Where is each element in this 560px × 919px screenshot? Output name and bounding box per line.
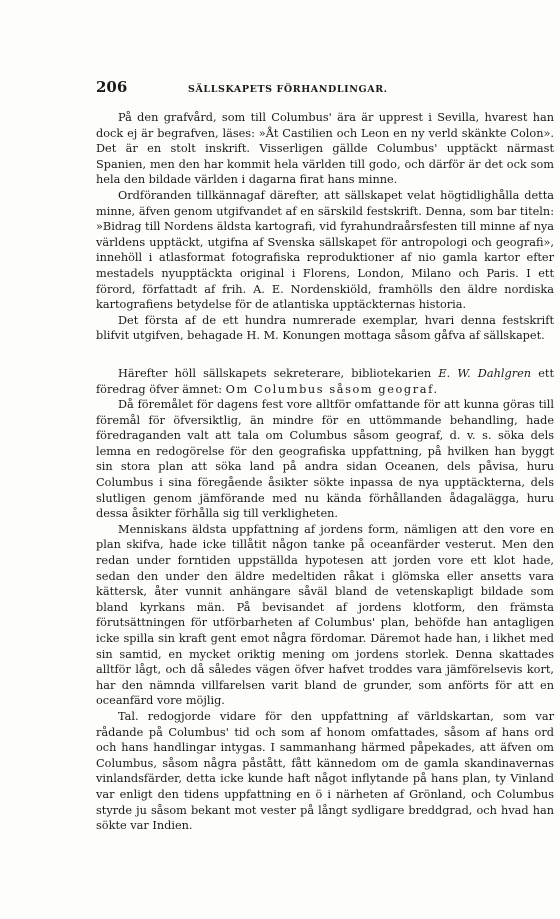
lecture-intro-middle: ett föredrag öfver ämnet: (96, 366, 554, 396)
page-header (96, 78, 554, 98)
paragraph-earth-shape: Menniskans äldsta uppfattning af jordens form, nämligen att den vore en plan skifva, hade icke tillåtit någon tanke på oceanfärder vesterut. Men den redan under forntiden uppställda hypotesen att jorden vore ett klot hade, sedan den under den äldre medeltiden råkat i glömska eller ansetts vara kättersk, åter vunnit anhängare såväl bland de vetenskapligt bildade som bland kyrkans män. På bevisandet af jordens klotform, den främsta förutsättningen för utförbarheten af Columbus' plan, behöfde han antagligen icke spilla sin kraft gent emot några fördomar. Däremot hade han, i likhet med sin samtid, en mycket oriktig mening om jordens storlek. Denna skattades alltför lågt, och då således vägen öfver hafvet troddes vara jämförelsevis kort, har den nämnda villfarelsen varit bland de grunder, som anförts för att en oceanfärd vore möjlig. (96, 522, 554, 708)
lecturer-name: E. W. Dahlgren (438, 366, 532, 380)
paragraph-grave-inscription: På den grafvård, som till Columbus' ära är upprest i Sevilla, hvarest han dock ej är begrafven, läses: »Åt Castilien och Leon en ny verld skänkte Colon». Det är en stolt inskrift. Visserligen gällde Columbus' upptäckt närmast Spanien, men den har kommit hela världen till godo, och därför är det ock som hela den bildade världen i dagarna firat hans minne. (96, 111, 554, 187)
lecture-intro-text: Härefter höll sällskapets sekreterare, bibliotekarien (118, 366, 439, 380)
paragraph-festschrift: Ordföranden tillkännagaf därefter, att sällskapet velat högtidlighålla detta minne, äfven genom utgifvandet af en särskild festskrift. Denna, som bar titeln: »Bidrag till Nordens äldsta kartografi, vid fyrahundraårsfesten till minne af nya världens upptäckt, utgifna af Svenska sällskapet för antropologi och geografi», innehöll i atlasformat fotografiska reproduktioner af nio gamla kartor efter mestadels nyupptäckta original i Florens, London, Milano och Paris. I ett förord, författadt af frih. A. E. Nordenskiöld, framhölls den äldre nordiska kartografiens betydelse för de atlantiska upptäckternas historia. (96, 188, 554, 312)
lecture-topic: Om Columbus såsom geograf. (225, 382, 439, 396)
paragraph-lecture-scope: Då föremålet för dagens fest vore alltför omfattande för att kunna göras till föremål för öfversiktlig, än mindre för en uttömmande behandling, hade föredraganden valt att tala om Columbus såsom geograf, d. v. s. söka dels lemna en redogörelse för den geografiska uppfattning, på hvilken han byggt sin stora plan att söka land på andra sidan Oceanen, dels påvisa, huru Columbus i sina föregående åsikter sökte inpassa de nya upptäckterna, dels slutligen genom jämförande med nu kända förhållanden ådagalägga, huru dessa åsikter förhålla sig till verkligheten. (96, 398, 554, 521)
body-text (96, 110, 554, 834)
section-gap (96, 344, 554, 366)
paragraph-king-gift: Det första af de ett hundra numrerade exemplar, hvari denna festskrift blifvit utgifven, behagade H. M. Konungen mottaga såsom gåfva af sällskapet. (96, 313, 554, 343)
paragraph-world-map: Tal. redogjorde vidare för den uppfattning af världskartan, som var rådande på Columbus' tid och som af honom omfattades, såsom af hans ord och hans handlingar intygas. I sammanhang härmed påpekades, att äfven om Columbus, såsom några påstått, fått kännedom om de gamla skandinavernas vinlandsfärder, detta icke kunde haft något inflytande på hans plan, ty Vinland var enligt den tidens uppfattning en ö i närheten af Grönland, och Columbus styrde ju såsom bekant mot vester på långt sydligare breddgrad, och hvad han sökte var Indien. (96, 709, 554, 833)
page-number: 206 (96, 78, 128, 96)
paragraph-lecture-intro (96, 366, 554, 397)
running-head: SÄLLSKAPETS FÖRHANDLINGAR. (188, 84, 388, 95)
